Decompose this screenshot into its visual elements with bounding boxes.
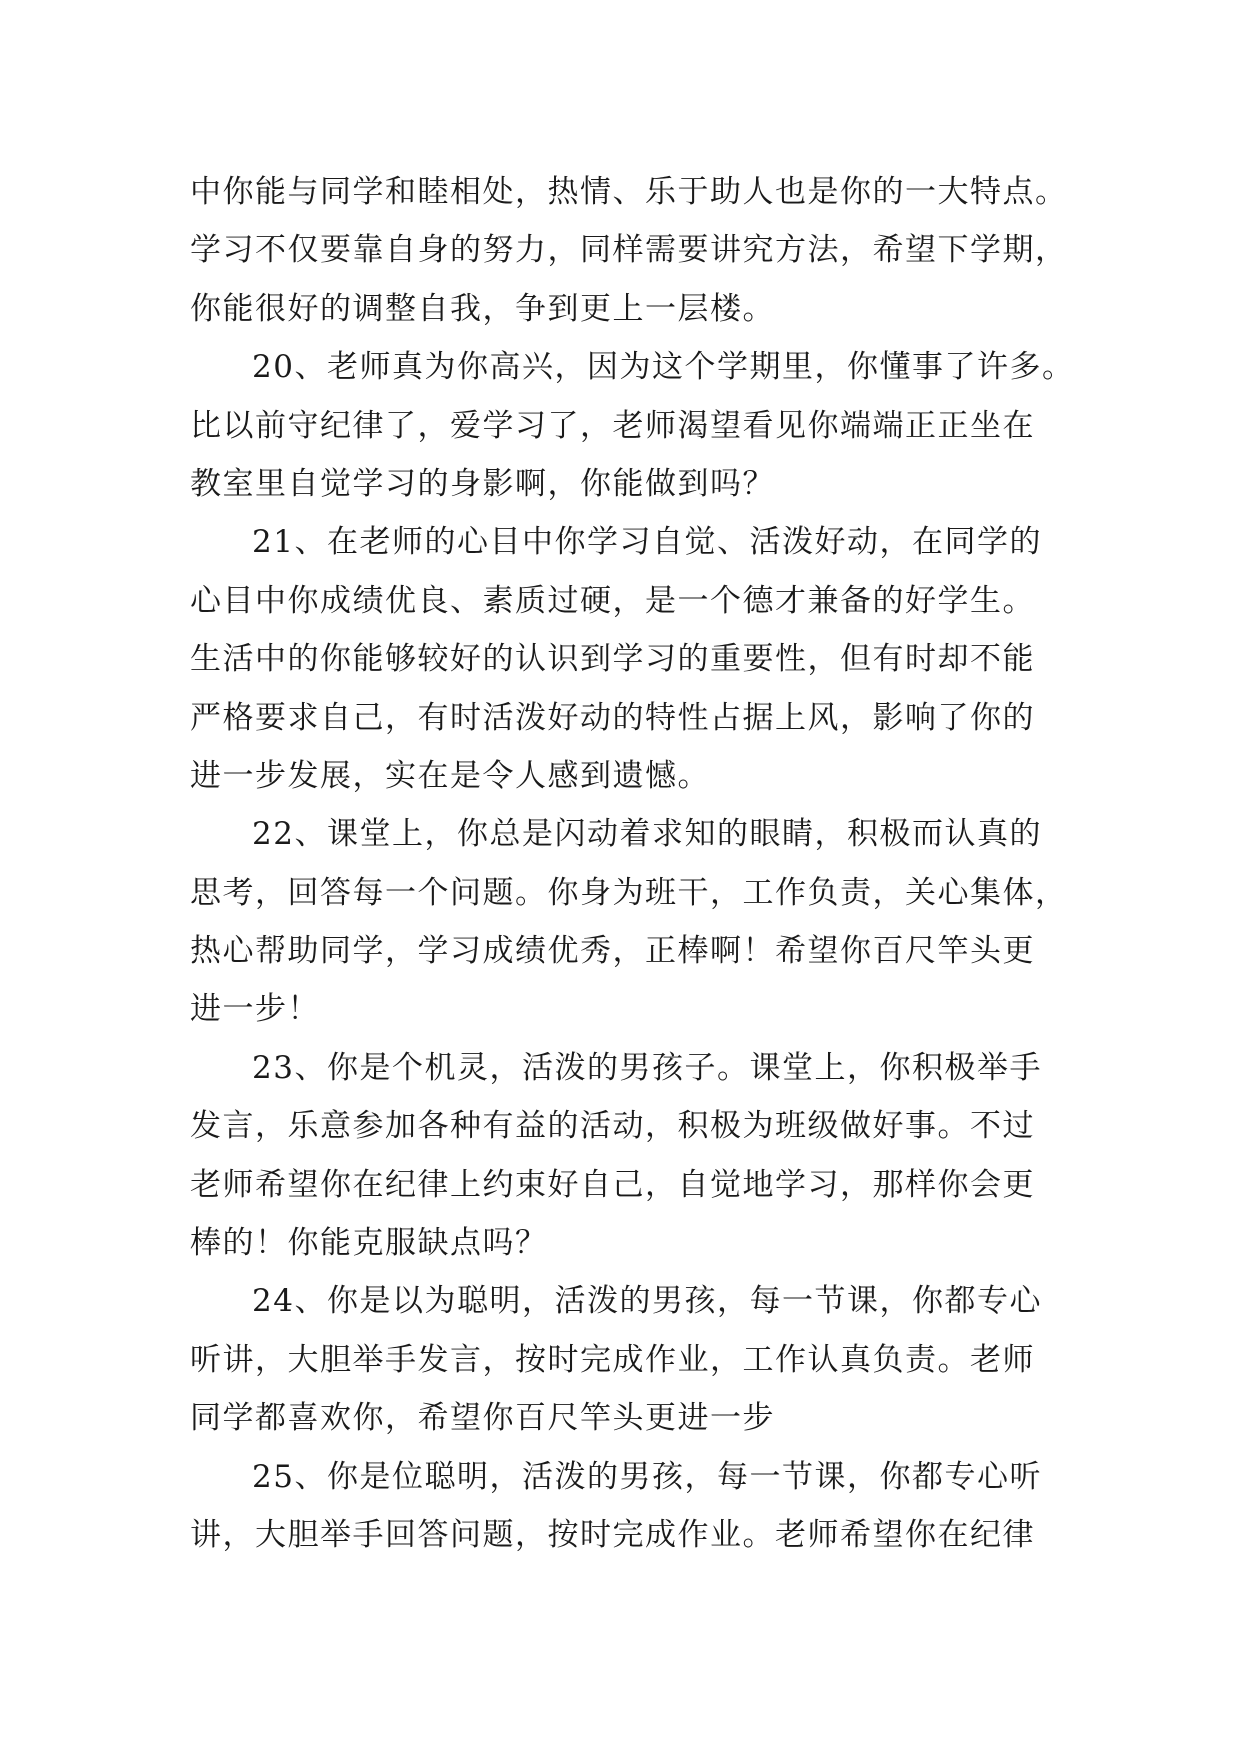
body-text: [190, 163, 1075, 1564]
text-line: 学习不仅要靠自身的努力，同样需要讲究方法，希望下学期，: [190, 232, 1068, 269]
paragraph-start-line: 21、在老师的心目中你学习自觉、活泼好动，在同学的: [252, 524, 1042, 561]
text-line: 教室里自觉学习的身影啊，你能做到吗？: [190, 465, 775, 502]
text-line: 听讲，大胆举手发言，按时完成作业，工作认真负责。老师: [190, 1341, 1035, 1378]
text-line: 同学都喜欢你，希望你百尺竿头更进一步: [190, 1400, 775, 1437]
text-line: 发言，乐意参加各种有益的活动，积极为班级做好事。不过: [190, 1108, 1035, 1145]
text-line: 讲，大胆举手回答问题，按时完成作业。老师希望你在纪律: [190, 1516, 1035, 1553]
text-line: 棒的！你能克服缺点吗？: [190, 1225, 548, 1262]
text-line: 老师希望你在纪律上约束好自己，自觉地学习，那样你会更: [190, 1166, 1035, 1203]
text-line: 中你能与同学和睦相处，热情、乐于助人也是你的一大特点。: [190, 174, 1068, 210]
paragraph-start-line: 22、课堂上，你总是闪动着求知的眼睛，积极而认真的: [252, 816, 1042, 853]
text-line: 进一步！: [190, 991, 320, 1028]
paragraph-start-line: 24、你是以为聪明，活泼的男孩，每一节课，你都专心: [252, 1283, 1042, 1320]
text-line: 你能很好的调整自我，争到更上一层楼。: [190, 290, 775, 327]
text-line: 进一步发展，实在是令人感到遗憾。: [190, 757, 710, 794]
text-line: 心目中你成绩优良、素质过硬，是一个德才兼备的好学生。: [190, 582, 1035, 619]
text-line: 生活中的你能够较好的认识到学习的重要性，但有时却不能: [190, 641, 1035, 678]
paragraph-start-line: 20、老师真为你高兴，因为这个学期里，你懂事了许多。: [252, 349, 1075, 386]
text-line: 比以前守纪律了，爱学习了，老师渴望看见你端端正正坐在: [190, 407, 1035, 444]
paragraph-start-line: 23、你是个机灵，活泼的男孩子。课堂上，你积极举手: [252, 1049, 1042, 1086]
text-line: 思考，回答每一个问题。你身为班干，工作负责，关心集体，: [190, 874, 1068, 911]
paragraph-start-line: 25、你是位聪明，活泼的男孩，每一节课，你都专心听: [252, 1458, 1042, 1495]
text-line: 热心帮助同学，学习成绩优秀，正棒啊！希望你百尺竿头更: [190, 933, 1035, 970]
text-line: 严格要求自己，有时活泼好动的特性占据上风，影响了你的: [190, 699, 1035, 736]
